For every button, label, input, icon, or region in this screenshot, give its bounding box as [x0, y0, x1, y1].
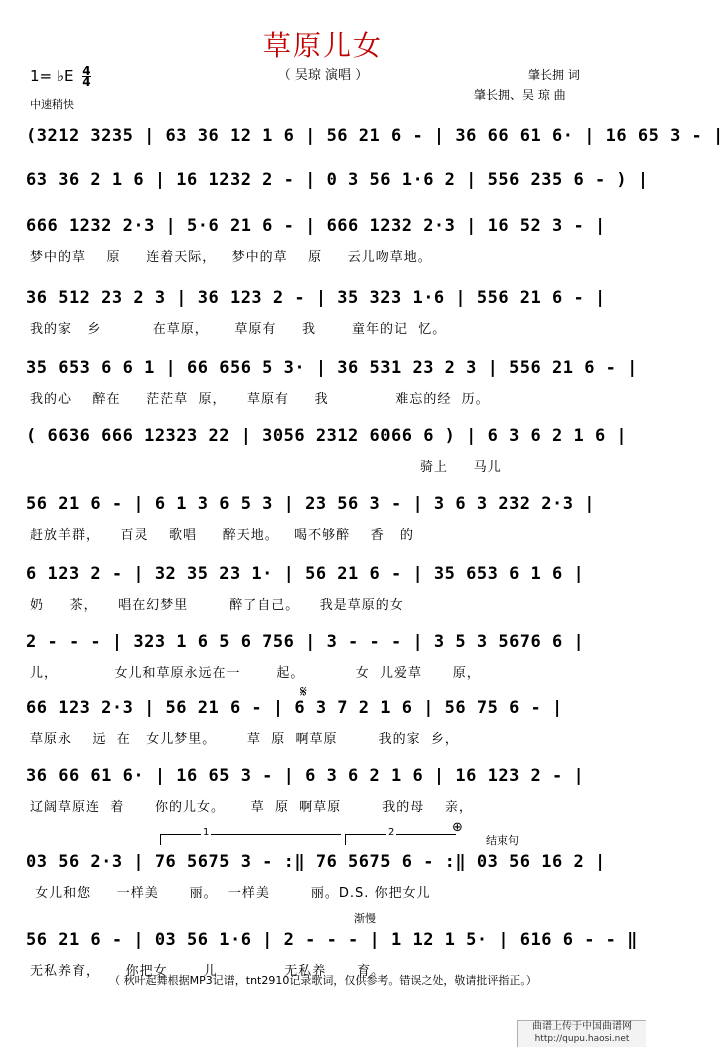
notation-line: 35 653 6 6 1 | 66 656 5 3· | 36 531 23 2 3 | 556 21 6 - |	[26, 358, 638, 378]
coda-sign: ⊕	[452, 820, 463, 835]
notation-line: 56 21 6 - | 03 56 1·6 | 2 - - - | 1 12 1 5· | 616 6 - - ‖	[26, 930, 638, 950]
site-watermark	[517, 1020, 646, 1047]
notation-line: 66 123 2·3 | 56 21 6 - | 6 3 7 2 1 6 | 56 75 6 - |	[26, 698, 563, 718]
lyrics-line: 我的心 醉在 茫茫草 原， 草原有 我 难忘的经 历。	[30, 392, 490, 407]
lyrics-line: 辽阔草原连 着 你的儿女。 草 原 啊草原 我的母 亲，	[30, 800, 473, 815]
volta-number-2: 2	[388, 827, 395, 838]
lyrics-line: 骑上 马儿	[30, 460, 502, 475]
song-title: 草原儿女	[262, 29, 383, 62]
time-bottom: 4	[82, 75, 91, 89]
notation-line: 6 123 2 - | 32 35 23 1· | 56 21 6 - | 35 653 6 1 6 |	[26, 564, 585, 584]
segno-sign: 𝄋	[300, 682, 307, 701]
lyrics-line: 无私养育， 你把女 儿 无私养 育。	[30, 964, 386, 979]
score-row	[26, 494, 606, 564]
notation-line: 36 66 61 6· | 16 65 3 - | 6 3 6 2 1 6 | 16 123 2 - |	[26, 766, 585, 786]
score-row	[26, 564, 606, 634]
notation-line: ( 6636 666 12323 22 | 3056 2312 6066 6 ) | 6 3 6 2 1 6 |	[26, 426, 628, 446]
score-row	[26, 698, 606, 768]
performer-subtitle: （ 吴琼 演唱 ）	[277, 68, 369, 83]
score-row	[26, 288, 606, 358]
ending-label: 结束句	[486, 834, 519, 847]
lyrics-line: 草原永 远 在 女儿梦里。 草 原 啊草原 我的家 乡，	[30, 732, 459, 747]
score-row	[26, 852, 606, 922]
watermark-title: 曲谱上传于中国曲谱网	[532, 1021, 632, 1032]
time-signature	[82, 66, 90, 87]
notation-line: 666 1232 2·3 | 5·6 21 6 - | 666 1232 2·3 | 16 52 3 - |	[26, 216, 606, 236]
score-row	[26, 216, 606, 286]
notation-line: (3212 3235 | 63 36 12 1 6 | 56 21 6 - | 36 66 61 6· | 16 65 3 - |	[26, 126, 724, 146]
volta-bracket-2	[345, 827, 456, 845]
lyrics-line: 儿， 女儿和草原永远在一 起。 女 儿爱草 原，	[30, 666, 481, 681]
score-row	[26, 766, 606, 836]
key-signature	[30, 66, 91, 87]
score-row	[26, 358, 638, 428]
ritardando-marking: 渐慢	[354, 912, 376, 925]
notation-line: 56 21 6 - | 6 1 3 6 5 3 | 23 56 3 - | 3 6 3 232 2·3 |	[26, 494, 595, 514]
score-row	[26, 930, 638, 1000]
lyrics-line: 奶 茶， 唱在幻梦里 醉了自己。 我是草原的女	[30, 598, 404, 613]
score-row	[26, 426, 628, 496]
volta-number-1: 1	[203, 827, 210, 838]
lyrics-line: 梦中的草 原 连着天际， 梦中的草 原 云儿吻草地。	[30, 250, 432, 265]
time-top: 4	[82, 64, 91, 78]
notation-line: 36 512 23 2 3 | 36 123 2 - | 35 323 1·6 | 556 21 6 - |	[26, 288, 606, 308]
key-label: 1= ♭E	[30, 67, 74, 85]
tempo-marking: 中速稍快	[30, 98, 74, 111]
lyricist-credit: 肇长拥 词	[528, 68, 580, 82]
composer-credit: 肇长拥、吴 琼 曲	[474, 88, 566, 102]
score-row	[26, 632, 606, 702]
watermark-url: http://qupu.haosi.net	[534, 1034, 630, 1044]
lyrics-line: 女儿和您 一样美 丽。 一样美 丽。D.S. 你把女儿	[30, 886, 431, 901]
lyrics-line: 我的家 乡 在草原， 草原有 我 童年的记 忆。	[30, 322, 447, 337]
notation-line: 2 - - - | 323 1 6 5 6 756 | 3 - - - | 3 5 3 5676 6 |	[26, 632, 585, 652]
lyrics-line: 赶放羊群， 百灵 歌唱 醉天地。 喝不够醉 香 的	[30, 528, 415, 543]
volta-bracket-1	[160, 827, 341, 845]
notation-line: 63 36 2 1 6 | 16 1232 2 - | 0 3 56 1·6 2 | 556 235 6 - ) |	[26, 170, 649, 190]
transcription-note: （ 秋叶起舞根据MP3记谱，tnt2910记录歌词，仅供参考。错误之处，敬请批评指正。）	[109, 974, 537, 987]
notation-line: 03 56 2·3 | 76 5675 3 - :‖ 76 5675 6 - :‖ 03 56 16 2 |	[26, 852, 606, 872]
